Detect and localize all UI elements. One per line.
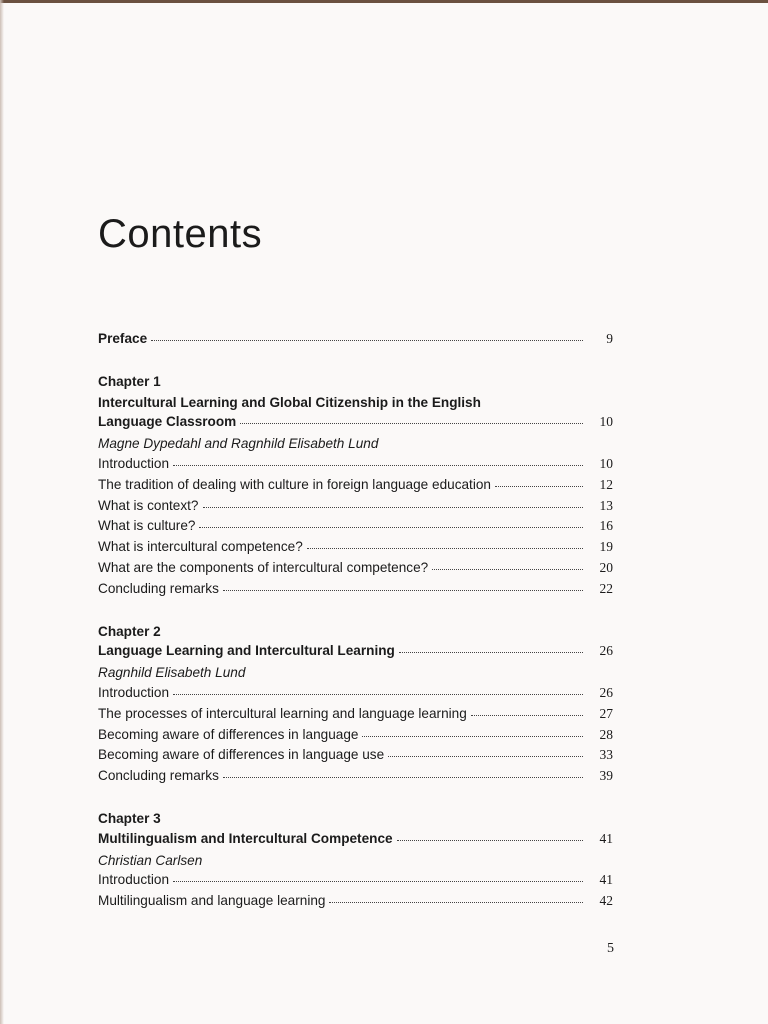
dot-leader: [203, 495, 584, 508]
toc-entry-label: What is context?: [98, 497, 199, 513]
toc-entry: [98, 746, 613, 767]
toc-entry-label: The tradition of dealing with culture in foreign language education: [98, 476, 491, 492]
toc-entry-label: What are the components of intercultural competence?: [98, 559, 429, 575]
toc-entry-label: Introduction: [98, 455, 170, 471]
chapter-authors: Christian Carlsen: [98, 852, 203, 868]
toc-entry-label: Preface: [98, 331, 148, 346]
toc-entry-label: Introduction: [98, 872, 170, 888]
dot-leader: [471, 703, 583, 716]
dot-leader: [329, 890, 583, 903]
toc-entry-label: What is intercultural competence?: [98, 539, 303, 555]
toc-entry-page: 22: [599, 580, 613, 596]
toc-entry: [98, 684, 613, 705]
dot-leader: [432, 557, 583, 570]
toc-entry-page: 42: [599, 893, 613, 909]
toc-entry: [98, 892, 613, 913]
dot-leader: [362, 724, 583, 737]
page-number: 5: [607, 941, 614, 956]
toc-entry: [98, 517, 613, 538]
chapter-title: Multilingualism and Intercultural Competence: [98, 830, 393, 846]
toc-entry-label: Concluding remarks: [98, 768, 219, 784]
toc-entry-label: Concluding remarks: [98, 580, 219, 596]
page-title: Contents: [98, 212, 263, 256]
toc-entry: [98, 497, 613, 518]
toc-entry: [98, 726, 613, 747]
toc-entry: [98, 559, 613, 580]
chapter-title-continued: Language Classroom: [98, 414, 237, 430]
toc-entry-page: 39: [599, 768, 613, 784]
toc-entry-page: 26: [599, 643, 613, 659]
chapter-number: Chapter 1: [98, 373, 161, 389]
page-binding-shadow: [0, 0, 4, 1024]
dot-leader: [173, 869, 583, 882]
chapter-title: Intercultural Learning and Global Citizenship in the English: [98, 394, 481, 410]
dot-leader: [399, 640, 583, 653]
toc-entry: [98, 580, 613, 601]
dot-leader: [388, 744, 583, 757]
toc-entry-page: 19: [599, 539, 613, 555]
chapter-authors: Ragnhild Elisabeth Lund: [98, 665, 246, 681]
toc-entry-preface: [98, 330, 613, 351]
toc-entry-page: 33: [599, 747, 613, 763]
chapter-number: Chapter 3: [98, 810, 161, 826]
dot-leader: [397, 828, 583, 841]
dot-leader: [223, 765, 583, 778]
toc-entry-page: 41: [599, 830, 613, 846]
dot-leader: [173, 682, 583, 695]
dot-leader: [240, 411, 583, 424]
toc-entry-page: 9: [606, 331, 613, 346]
dot-leader: [495, 474, 583, 487]
toc-entry-label: Multilingualism and language learning: [98, 893, 326, 909]
toc-entry-label: Introduction: [98, 684, 170, 700]
toc-entry-page: 16: [599, 518, 613, 534]
toc-entry-page: 27: [599, 705, 613, 721]
toc-entry: [98, 476, 613, 497]
toc-entry: [98, 705, 613, 726]
toc-entry-page: 12: [599, 476, 613, 492]
chapter-number: Chapter 2: [98, 623, 161, 639]
chapter-title: Language Learning and Intercultural Learning: [98, 643, 395, 659]
toc-entry: [98, 871, 613, 892]
dot-leader: [223, 578, 583, 591]
chapter-title-row: [98, 642, 613, 663]
dot-leader: [173, 453, 583, 466]
toc-entry-page: 13: [599, 497, 613, 513]
toc-entry: [98, 455, 613, 476]
dot-leader: [151, 328, 583, 341]
table-of-contents: [98, 330, 613, 913]
page-top-edge: [0, 0, 768, 3]
toc-entry-page: 28: [599, 726, 613, 742]
chapter-title-row: [98, 413, 613, 434]
toc-entry: [98, 767, 613, 788]
dot-leader: [199, 515, 583, 528]
chapter-title-row: [98, 830, 613, 851]
toc-entry-label: What is culture?: [98, 518, 196, 534]
toc-entry-page: 41: [599, 872, 613, 888]
toc-entry-label: Becoming aware of differences in language: [98, 726, 359, 742]
toc-entry-page: 20: [599, 559, 613, 575]
toc-entry-label: The processes of intercultural learning and language learning: [98, 705, 467, 721]
toc-entry: [98, 538, 613, 559]
toc-entry-page: 26: [599, 684, 613, 700]
toc-entry-page: 10: [599, 414, 613, 430]
toc-entry-label: Becoming aware of differences in language use: [98, 747, 385, 763]
chapter-authors: Magne Dypedahl and Ragnhild Elisabeth Lund: [98, 436, 379, 452]
toc-entry-page: 10: [599, 455, 613, 471]
dot-leader: [307, 536, 583, 549]
